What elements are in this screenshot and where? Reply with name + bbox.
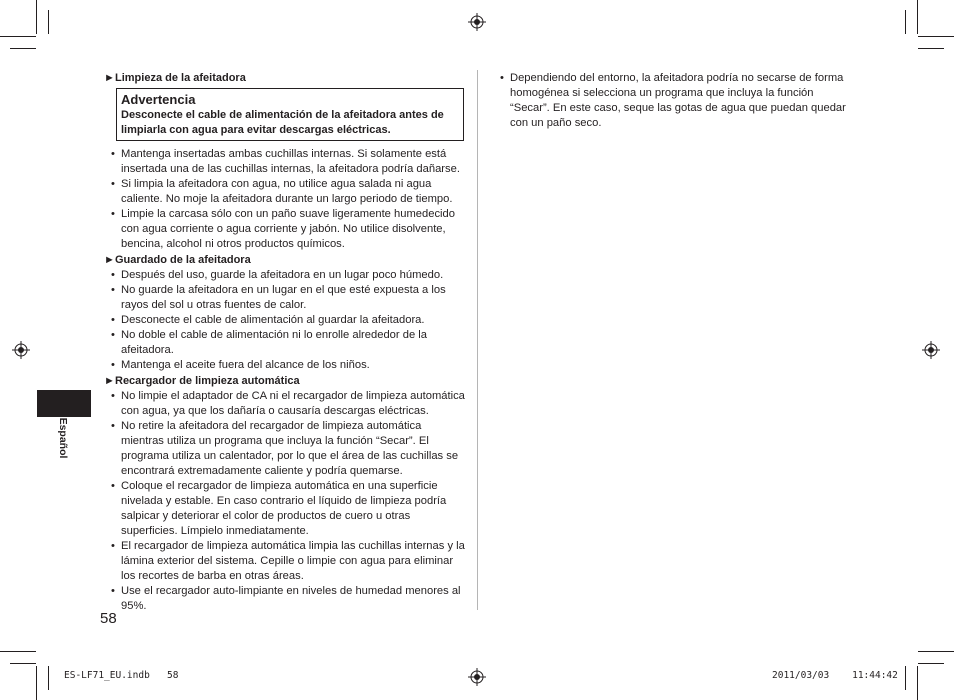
list-item: • Dependiendo del entorno, la afeitadora podría no secarse de forma homogénea si selecciona un programa que incluya la función “Secar”. En este caso, seque las gotas de agua que puedan quedar con un paño seco. (500, 72, 846, 129)
triangle-marker-icon: ► (104, 72, 115, 84)
warning-text: Desconecte el cable de alimentación de la afeitadora antes de limpiarla con agua para evitar descargas eléctricas. (121, 109, 444, 136)
page-number: 58 (100, 610, 117, 627)
registration-mark-left-icon (12, 341, 30, 359)
bullet-list (104, 389, 474, 614)
language-tab-label: Español (57, 417, 69, 459)
list-item: • Limpie la carcasa sólo con un paño suave ligeramente humedecido con agua corriente o agua corriente y jabón. No utilice disolvente, bencina, alcohol ni otros productos químicos. (111, 208, 455, 250)
bullet-list (104, 268, 474, 373)
bullet-list (104, 147, 474, 252)
right-column (493, 71, 863, 131)
warning-box (116, 88, 464, 141)
list-item: • Use el recargador auto-limpiante en niveles de humedad menores al 95%. (111, 585, 461, 612)
footer-file: ES-LF71_EU.indb 58 (64, 670, 179, 681)
list-item: • El recargador de limpieza automática limpia las cuchillas internas y la lámina exterior del sistema. Cepille o limpie con agua para eliminar los recortes de barba en otras áreas. (111, 540, 465, 582)
list-item: • Mantenga el aceite fuera del alcance de los niños. (111, 359, 370, 371)
warning-title: Advertencia (121, 92, 196, 107)
list-item: • Coloque el recargador de limpieza automática en una superficie nivelada y estable. En caso contrario el líquido de limpieza podría salpicar y deteriorar el color de productos de cuero u otras superficies. Límpielo inmediatamente. (111, 480, 447, 537)
registration-mark-bottom-icon (468, 668, 486, 686)
footer-date: 2011/03/03 (772, 670, 830, 681)
bullet-list (493, 71, 863, 131)
list-item: • No guarde la afeitadora en un lugar en el que esté expuesta a los rayos del sol u otras fuentes de calor. (111, 284, 446, 311)
section-heading: ►Recargador de limpieza automática (104, 375, 300, 387)
left-column (104, 71, 474, 614)
footer-timestamp (772, 670, 898, 681)
list-item: • Si limpia la afeitadora con agua, no utilice agua salada ni agua caliente. No moje la afeitadora durante un largo periodo de tiempo. (111, 178, 453, 205)
triangle-marker-icon: ► (104, 375, 115, 387)
column-divider (477, 70, 478, 610)
registration-mark-top-icon (468, 13, 486, 31)
section-heading: ►Guardado de la afeitadora (104, 254, 251, 266)
language-tab-block (37, 390, 91, 417)
list-item: • Mantenga insertadas ambas cuchillas internas. Si solamente está insertada una de las cuchillas internas, la afeitadora podría dañarse. (111, 148, 460, 175)
list-item: • Desconecte el cable de alimentación al guardar la afeitadora. (111, 314, 425, 326)
triangle-marker-icon: ► (104, 254, 115, 266)
footer-time: 11:44:42 (852, 670, 898, 681)
registration-mark-right-icon (922, 341, 940, 359)
list-item: • No limpie el adaptador de CA ni el recargador de limpieza automática con agua, ya que los dañaría o causaría descargas eléctricas. (111, 390, 465, 417)
footer-file-page: 58 (166, 670, 179, 681)
section-heading: ►Limpieza de la afeitadora (104, 72, 246, 84)
list-item: • No doble el cable de alimentación ni lo enrolle alrededor de la afeitadora. (111, 329, 427, 356)
list-item: • Después del uso, guarde la afeitadora en un lugar poco húmedo. (111, 269, 444, 281)
list-item: • No retire la afeitadora del recargador de limpieza automática mientras utiliza un programa que incluya la función “Secar”. El programa utiliza un calentador, por lo que el área de las cuchillas se encontrará extremadamente caliente y podría quemarse. (111, 420, 459, 477)
